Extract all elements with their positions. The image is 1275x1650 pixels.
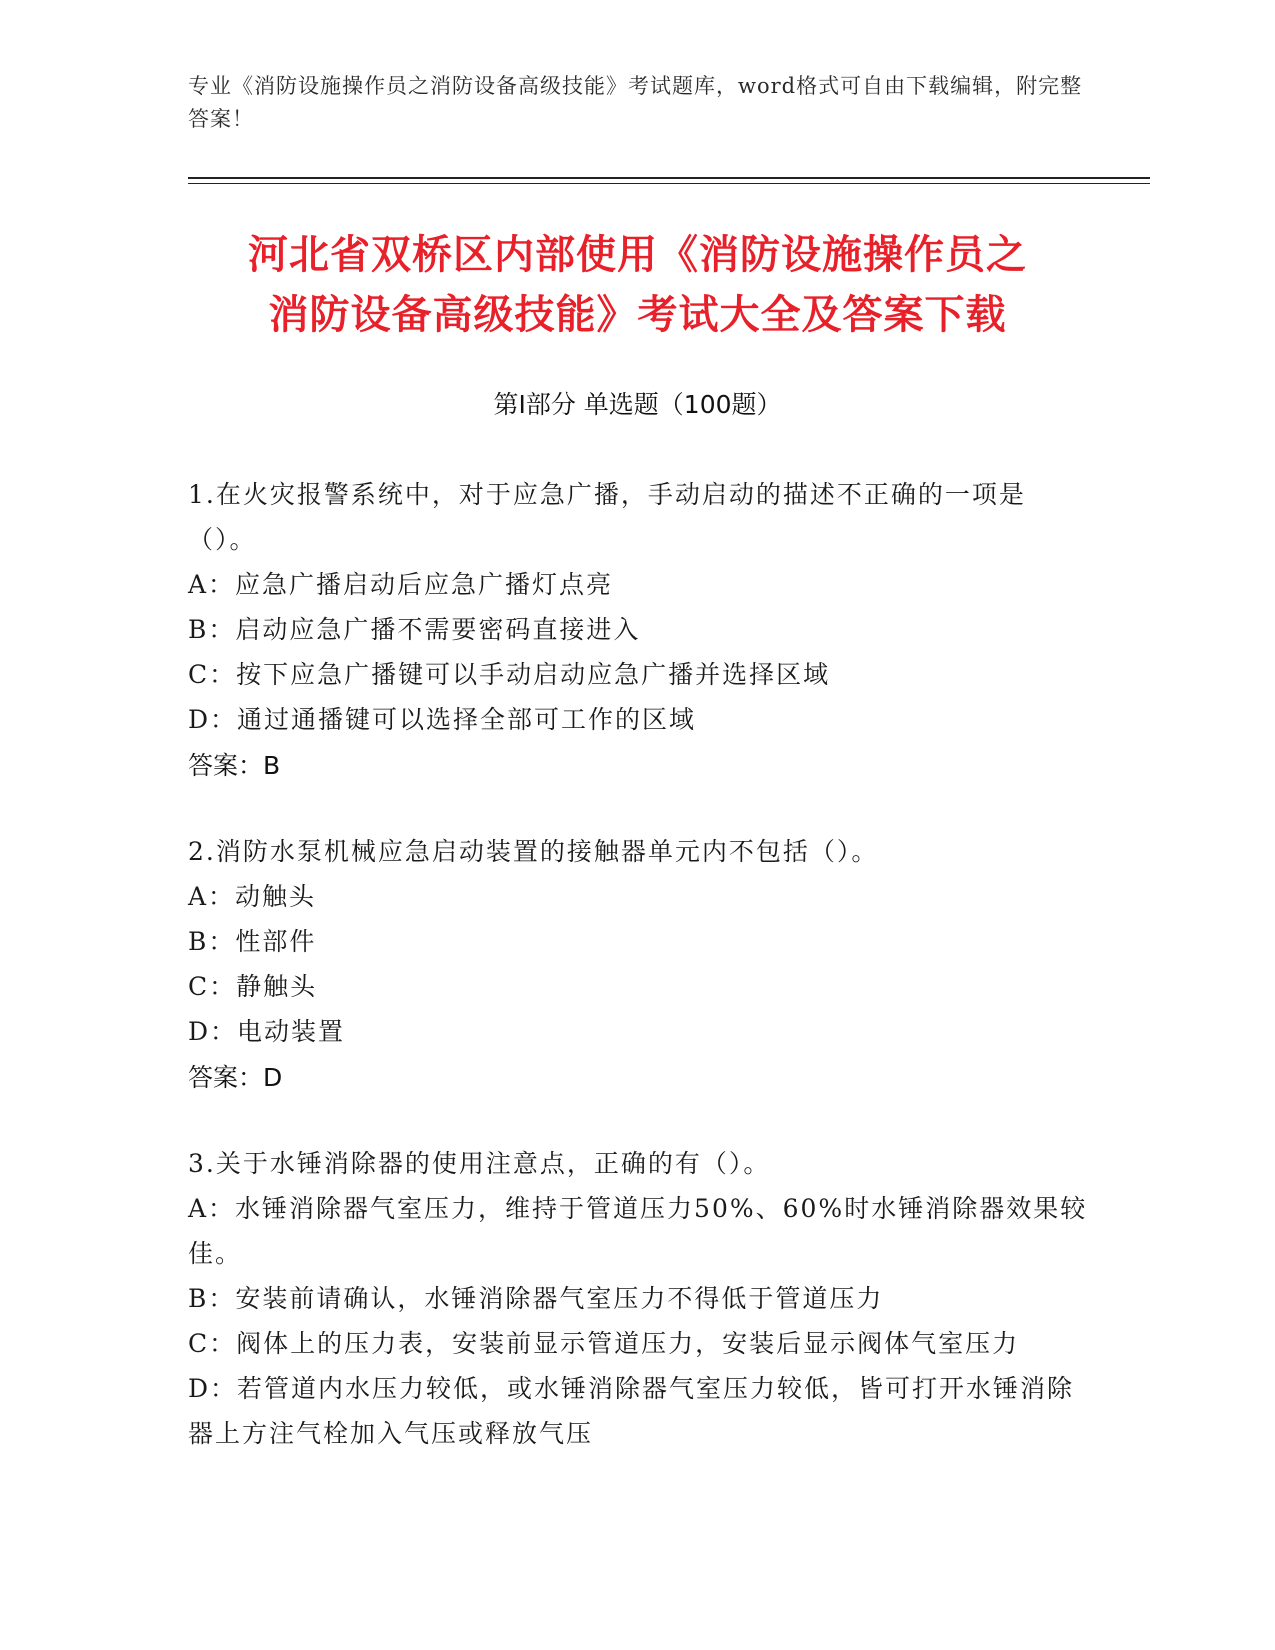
section-heading: 第Ⅰ部分 单选题（100题） bbox=[493, 390, 782, 419]
option-b: B：性部件 bbox=[188, 927, 317, 956]
question-stem: 1.在火灾报警系统中，对于应急广播，手动启动的描述不正确的一项是（）。 bbox=[188, 480, 1026, 554]
document-title bbox=[150, 225, 1125, 345]
option-d: D：若管道内水压力较低，或水锤消除器气室压力较低，皆可打开水锤消除器上方注气栓加入气压或释放气压 bbox=[188, 1374, 1075, 1448]
header-divider-thin bbox=[188, 183, 1150, 184]
option-d: D：电动装置 bbox=[188, 1017, 346, 1046]
option-a: A：动触头 bbox=[188, 882, 317, 911]
option-c: C：静触头 bbox=[188, 972, 318, 1001]
question-1 bbox=[188, 472, 1088, 789]
question-3 bbox=[188, 1141, 1088, 1456]
question-2 bbox=[188, 829, 1088, 1101]
option-d: D：通过通播键可以选择全部可工作的区域 bbox=[188, 705, 697, 734]
header-divider-thick bbox=[188, 177, 1150, 179]
option-c: C：阀体上的压力表，安装前显示管道压力，安装后显示阀体气室压力 bbox=[188, 1329, 1020, 1358]
question-stem: 3.关于水锤消除器的使用注意点，正确的有（）。 bbox=[188, 1149, 771, 1178]
option-a: A：水锤消除器气室压力，维持于管道压力50%、60%时水锤消除器效果较佳。 bbox=[188, 1194, 1088, 1268]
answer: 答案：D bbox=[188, 1063, 283, 1092]
answer: 答案：B bbox=[188, 751, 281, 780]
option-b: B：安装前请确认，水锤消除器气室压力不得低于管道压力 bbox=[188, 1284, 884, 1313]
title-line-2: 消防设备高级技能》考试大全及答案下载 bbox=[268, 292, 1007, 338]
title-line-1: 河北省双桥区内部使用《消防设施操作员之 bbox=[248, 232, 1027, 278]
question-list bbox=[188, 472, 1088, 1496]
option-b: B：启动应急广播不需要密码直接进入 bbox=[188, 615, 641, 644]
option-c: C：按下应急广播键可以手动启动应急广播并选择区域 bbox=[188, 660, 831, 689]
header-note: 专业《消防设施操作员之消防设备高级技能》考试题库，word格式可自由下载编辑，附完整答案！ bbox=[188, 74, 1083, 131]
option-a: A：应急广播启动后应急广播灯点亮 bbox=[188, 570, 614, 599]
question-stem: 2.消防水泵机械应急启动装置的接触器单元内不包括（）。 bbox=[188, 837, 879, 866]
